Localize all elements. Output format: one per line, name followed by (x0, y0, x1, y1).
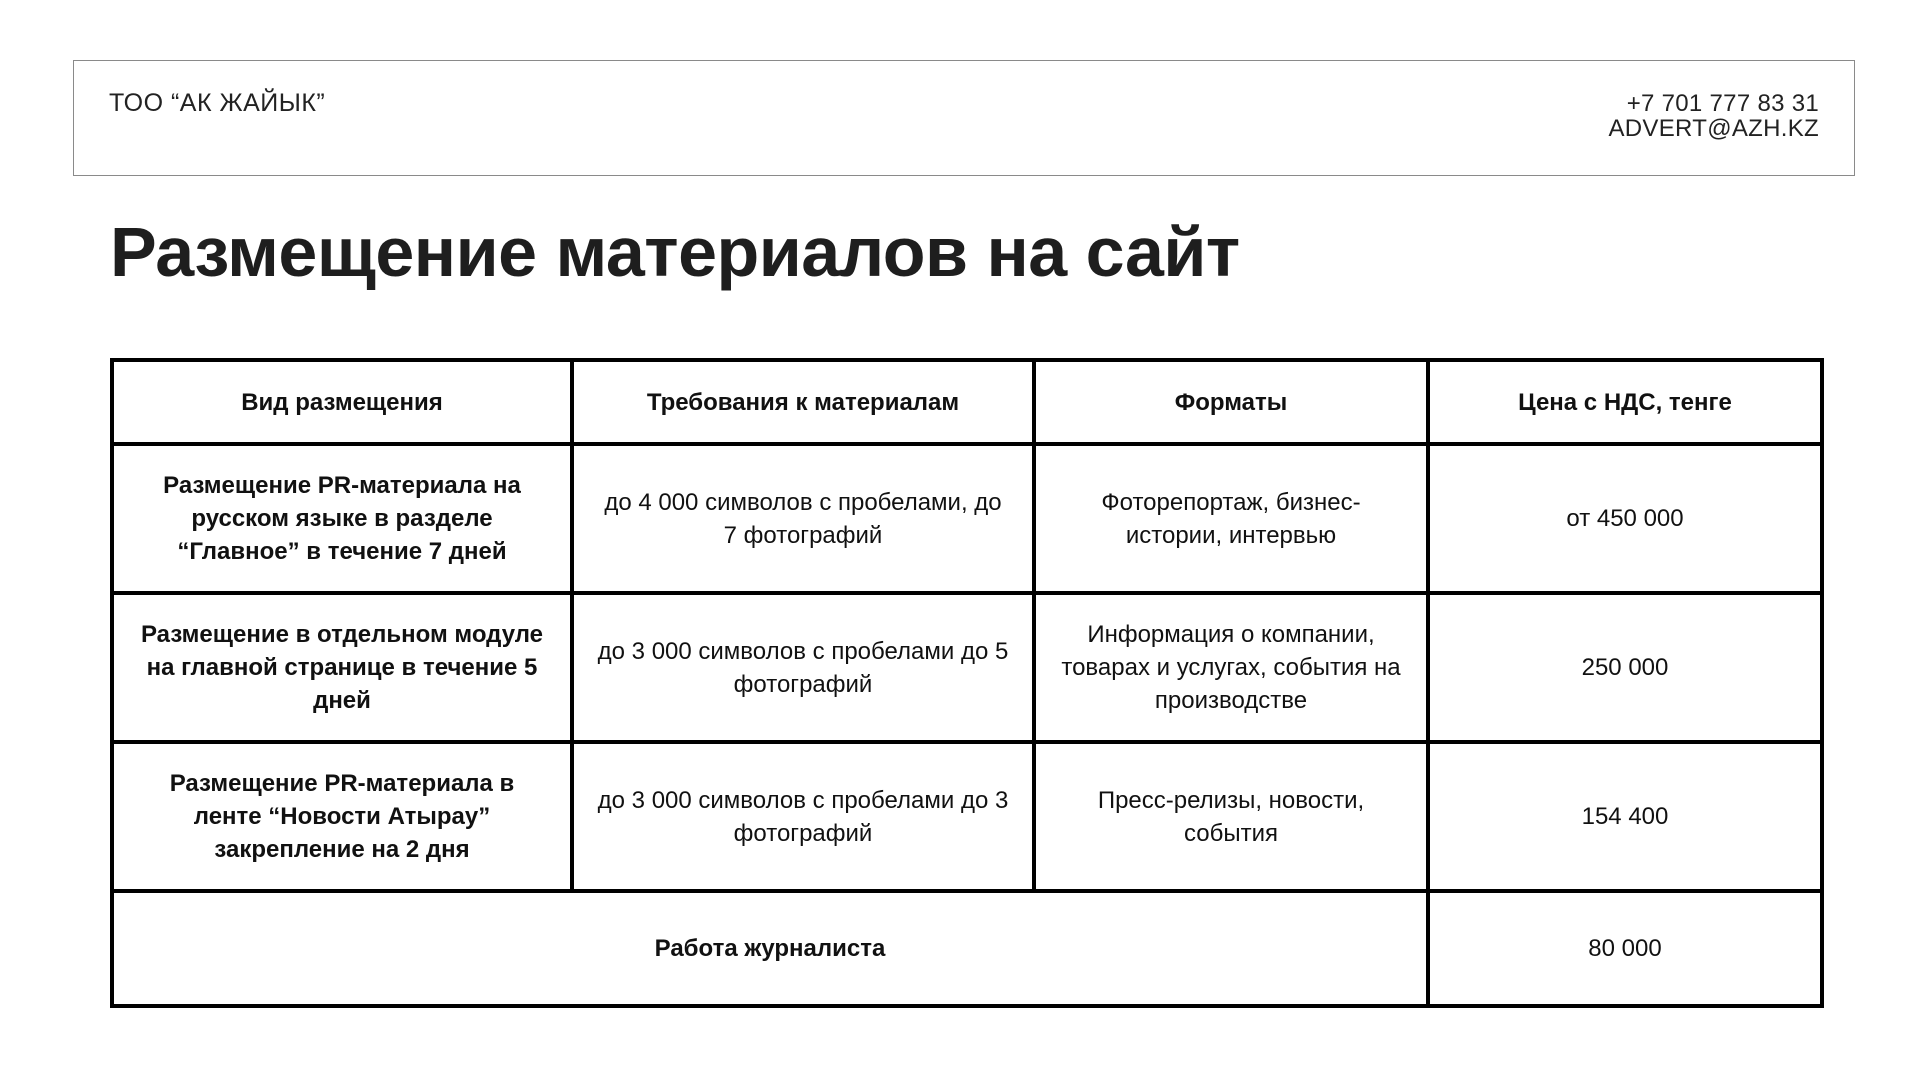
column-header-price: Цена с НДС, тенге (1428, 360, 1822, 444)
table-header-row (112, 360, 1822, 444)
journalist-price-cell: 80 000 (1428, 891, 1822, 1006)
requirements-cell: до 4 000 символов с пробелами, до 7 фотографий (572, 444, 1034, 593)
formats-cell: Фоторепортаж, бизнес-истории, интервью (1034, 444, 1428, 593)
requirements-cell: до 3 000 символов с пробелами до 3 фотографий (572, 742, 1034, 891)
page-title: Размещение материалов на сайт (110, 213, 1240, 291)
header-box (73, 60, 1855, 176)
requirements-cell: до 3 000 символов с пробелами до 5 фотографий (572, 593, 1034, 742)
column-header-type: Вид размещения (112, 360, 572, 444)
email-address: ADVERT@AZH.KZ (1608, 115, 1819, 142)
column-header-requirements: Требования к материалам (572, 360, 1034, 444)
formats-cell: Пресс-релизы, новости, события (1034, 742, 1428, 891)
price-cell: от 450 000 (1428, 444, 1822, 593)
price-cell: 250 000 (1428, 593, 1822, 742)
phone-number: +7 701 777 83 31 (1626, 90, 1819, 117)
company-name: ТОО “АК ЖАЙЫК” (109, 89, 326, 117)
formats-cell: Информация о компании, товарах и услугах, события на производстве (1034, 593, 1428, 742)
table-row (112, 444, 1822, 593)
placement-type-cell: Размещение в отдельном модуле на главной странице в течение 5 дней (112, 593, 572, 742)
journalist-label-cell: Работа журналиста (112, 891, 1428, 1006)
table-row (112, 593, 1822, 742)
price-cell: 154 400 (1428, 742, 1822, 891)
column-header-formats: Форматы (1034, 360, 1428, 444)
placement-type-cell: Размещение PR-материала на русском языке в разделе “Главное” в течение 7 дней (112, 444, 572, 593)
contacts-block (1608, 91, 1819, 141)
placement-type-cell: Размещение PR-материала в ленте “Новости Атырау” закрепление на 2 дня (112, 742, 572, 891)
table-row (112, 742, 1822, 891)
journalist-row (112, 891, 1822, 1006)
price-table (110, 358, 1824, 1008)
